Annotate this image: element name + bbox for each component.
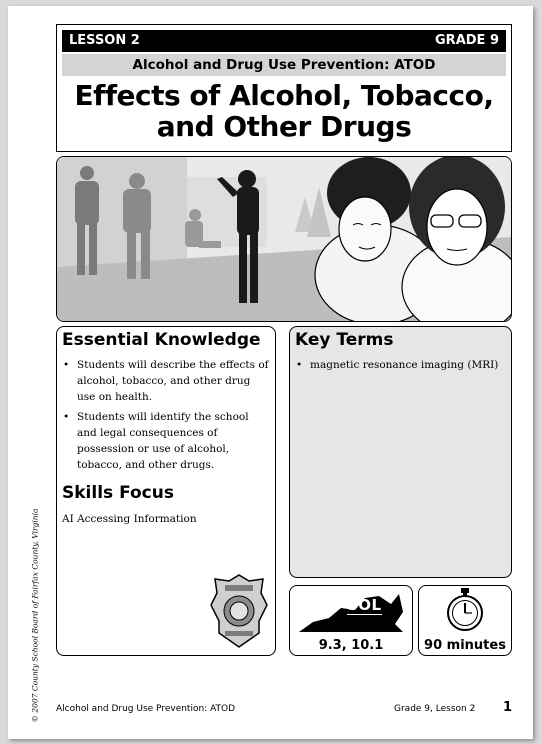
- grade-label: GRADE 9: [435, 33, 499, 48]
- title-line-2: and Other Drugs: [156, 110, 412, 143]
- title-line-1: Effects of Alcohol, Tobacco,: [74, 79, 494, 112]
- page-number: 1: [503, 700, 513, 715]
- key-terms-box: [289, 326, 512, 578]
- skills-focus-heading: Skills Focus: [62, 483, 174, 503]
- footer-left: Alcohol and Drug Use Prevention: ATOD: [56, 704, 236, 714]
- police-badge-icon: [209, 571, 269, 651]
- illustration-banner: [56, 156, 512, 322]
- lesson-bar: [62, 30, 506, 52]
- list-item: • Students will identify the school and legal consequences of possession or use of alcohol, tobacco, and other drugs.: [61, 409, 269, 473]
- key-terms-list: [294, 357, 504, 377]
- page: [8, 6, 533, 739]
- lesson-number: LESSON 2: [69, 33, 140, 48]
- essential-knowledge-heading: Essential Knowledge: [62, 330, 261, 350]
- skills-focus-text: AI Accessing Information: [62, 513, 197, 525]
- teens-illustration: [57, 157, 511, 321]
- list-item: • Students will describe the effects of alcohol, tobacco, and other drug use on health.: [61, 357, 269, 405]
- essential-knowledge-box: [56, 326, 276, 656]
- footer-right: Grade 9, Lesson 2: [394, 704, 476, 714]
- page-title: [57, 80, 511, 142]
- key-terms-heading: Key Terms: [295, 330, 394, 350]
- time-box: [418, 585, 512, 656]
- unit-subtitle: Alcohol and Drug Use Prevention: ATOD: [62, 54, 506, 76]
- va-sol-logo: [312, 596, 382, 614]
- copyright-notice: © 2007 County School Board of Fairfax County, Virginia: [30, 508, 40, 723]
- va-sol-value: 9.3, 10.1: [318, 638, 384, 653]
- time-value: 90 minutes: [424, 638, 506, 653]
- stopwatch-icon: [445, 588, 485, 632]
- va-logo-text: VA: [312, 596, 336, 614]
- va-sol-box: [289, 585, 413, 656]
- list-item: • magnetic resonance imaging (MRI): [294, 357, 504, 373]
- sol-logo-text: SOL: [346, 596, 382, 614]
- essential-knowledge-list: [61, 357, 269, 477]
- lesson-header: [56, 24, 512, 152]
